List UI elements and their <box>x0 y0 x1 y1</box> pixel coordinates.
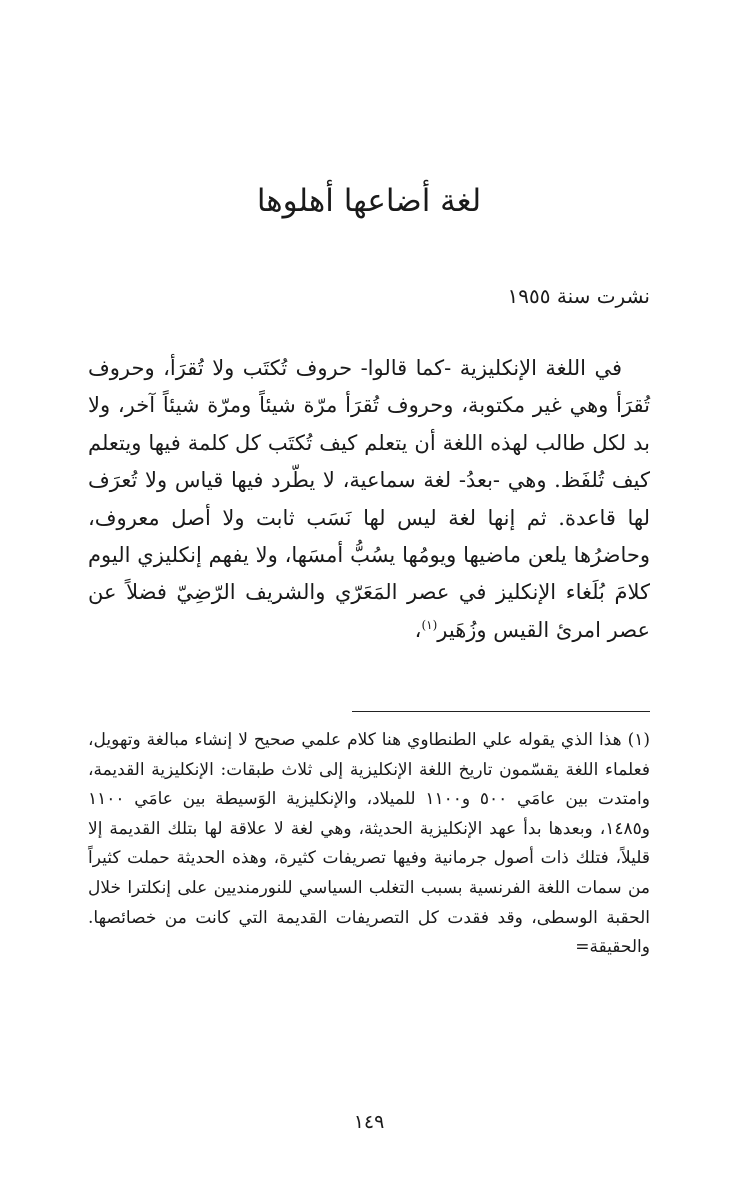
footnote-reference[interactable]: (١) <box>421 617 438 632</box>
footnote <box>88 726 650 963</box>
footnote-text: هذا الذي يقوله علي الطنطاوي هنا كلام علمي صحيح لا إنشاء مبالغة وتهويل، فعلماء اللغة يقسّمون تاريخ اللغة الإنكليزية إلى ثلاث طبقات: الإنكليزية القديمة، وامتدت بين عامَي ٥٠٠ و١١٠٠ للميلاد، والإنكليزية الوَسيطة بين عامَي ١١٠٠ و١٤٨٥، وبعدها بدأ عهد الإنكليزية الحديثة، وهي لغة لا علاقة لها بتلك القديمة إلا قليلاً، فتلك ذات أصول جرمانية وفيها تصريفات كثيرة، وهذه الحديثة حملت كثيراً من سمات اللغة الفرنسية بسبب التغلب السياسي للنورمنديين على إنكلترا خلال الحقبة الوسطى، وقد فقدت كل التصريفات القديمة التي كانت من خصائصها. والحقيقة= <box>88 730 650 958</box>
footnote-number: (١) <box>627 730 650 750</box>
publication-note: نشرت سنة ١٩٥٥ <box>507 284 650 308</box>
chapter-title: لغة أضاعها أهلوها <box>256 183 482 219</box>
footnote-separator <box>352 711 650 712</box>
page-number: ١٤٩ <box>353 1111 385 1133</box>
body-trailing-punctuation: ، <box>414 617 422 642</box>
body-text: في اللغة الإنكليزية -كما قالوا- حروف تُكتَب ولا تُقرَأ، وحروف تُقرَأ وهي غير مكتوبة، وحروف تُقرَأ مرّة شيئاً ومرّة شيئاً آخر، ولا بد لكل طالب لهذه اللغة أن يتعلم كيف تُكتَب كل كلمة فيها ويتعلم كيف تُلفَظ. وهي -بعدُ- لغة سماعية، لا يطّرد فيها قياس ولا تُعرَف لها قاعدة. ثم إنها لغة ليس لها نَسَب ثابت ولا أصل معروف، وحاضرُها يلعن ماضيها ويومُها يسُبُّ أمسَها، ولا يفهم إنكليزي اليوم كلامَ بُلَغاء الإنكليز في عصر المَعَرّي والشريف الرّضِيّ فضلاً عن عصر امرئ القيس وزُهَير <box>88 356 650 642</box>
body-paragraph <box>88 350 650 649</box>
